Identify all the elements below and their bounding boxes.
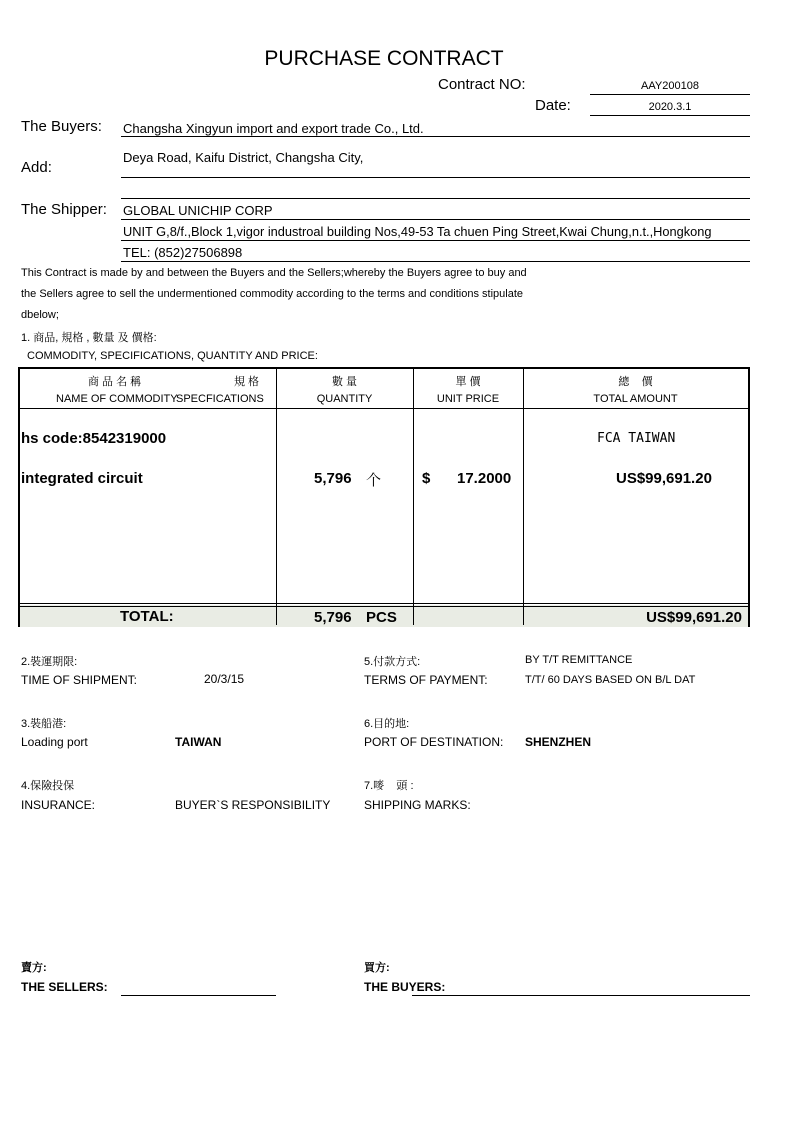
destination-en: PORT OF DESTINATION: xyxy=(364,735,504,749)
marks-en: SHIPPING MARKS: xyxy=(364,798,471,812)
date-label: Date: xyxy=(535,97,571,114)
total-divider-top xyxy=(20,603,748,604)
header-amount-cn: 總 價 xyxy=(618,376,653,388)
destination-value: SHENZHEN xyxy=(525,735,592,749)
header-price-en: UNIT PRICE xyxy=(436,393,500,405)
sellers-en: THE SELLERS: xyxy=(21,980,108,994)
insurance-cn: 4.保險投保 xyxy=(21,780,75,792)
address-underline xyxy=(121,177,750,178)
header-price-cn: 單 價 xyxy=(455,376,481,388)
loading-cn: 3.裝船港: xyxy=(21,718,67,730)
buyers-name: Changsha Xingyun import and export trade Co., Ltd. xyxy=(123,121,424,136)
buyers-cn: 買方: xyxy=(364,962,390,974)
page-title: PURCHASE CONTRACT xyxy=(264,47,504,70)
payment-en: TERMS OF PAYMENT: xyxy=(364,673,488,687)
payment-value-1: BY T/T REMITTANCE xyxy=(525,654,633,666)
destination-cn: 6.目的地: xyxy=(364,718,410,730)
header-name-en: NAME OF COMMODITY xyxy=(56,393,178,405)
buyers-en: THE BUYERS: xyxy=(364,980,446,994)
insurance-en: INSURANCE: xyxy=(21,798,96,812)
total-divider-inner xyxy=(20,606,748,607)
shipper-tel-underline xyxy=(121,261,750,262)
shipper-address: UNIT G,8/f.,Block 1,vigor industroal building Nos,49-53 Ta chuen Ping Street,Kwai Chung,n.t.,Hongkong xyxy=(123,224,712,239)
total-label: TOTAL: xyxy=(120,608,174,625)
total-amount: US$99,691.20 xyxy=(646,609,742,626)
shipment-en: TIME OF SHIPMENT: xyxy=(21,673,138,687)
shipper-label: The Shipper: xyxy=(21,201,107,218)
total-unit: PCS xyxy=(366,609,397,626)
spacer-underline xyxy=(121,198,750,199)
shipper-name: GLOBAL UNICHIP CORP xyxy=(123,203,273,218)
buyers-signature-line xyxy=(412,995,750,996)
loading-en: Loading port xyxy=(21,735,88,749)
shipment-cn: 2.裝運期限: xyxy=(21,656,78,668)
goods-table xyxy=(18,367,750,627)
buyers-label: The Buyers: xyxy=(21,118,102,135)
total-qty: 5,796 xyxy=(314,609,352,626)
item-currency: $ xyxy=(422,470,431,487)
contract-no-label: Contract NO: xyxy=(438,76,526,93)
payment-cn: 5.付款方式: xyxy=(364,656,421,668)
intro-line-2: the Sellers agree to sell the undermentioned commodity according to the terms and conditions stipulate xyxy=(21,288,524,300)
incoterm: FCA TAIWAN xyxy=(597,431,676,446)
item-unit: 个 xyxy=(366,472,382,489)
header-spec-en: SPECFICATIONS xyxy=(176,393,264,405)
date-value: 2020.3.1 xyxy=(648,101,692,113)
payment-value-2: T/T/ 60 DAYS BASED ON B/L DAT xyxy=(525,674,696,686)
hs-code: hs code:8542319000 xyxy=(21,430,167,447)
shipper-name-underline xyxy=(121,219,750,220)
section1-heading-en: COMMODITY, SPECIFICATIONS, QUANTITY AND PRICE: xyxy=(27,350,318,362)
item-qty: 5,796 xyxy=(314,470,352,487)
header-spec-cn: 規 格 xyxy=(234,376,260,388)
shipper-address-underline xyxy=(121,240,750,241)
shipper-tel: TEL: (852)27506898 xyxy=(123,245,243,260)
item-amount: US$99,691.20 xyxy=(616,470,712,487)
insurance-value: BUYER`S RESPONSIBILITY xyxy=(175,798,331,812)
sellers-signature-line xyxy=(121,995,276,996)
item-name: integrated circuit xyxy=(21,470,143,487)
header-qty-cn: 數 量 xyxy=(331,376,358,388)
header-amount-en: TOTAL AMOUNT xyxy=(593,393,678,405)
contract-no-value: AAY200108 xyxy=(641,80,699,92)
header-name-cn: 商 品 名 稱 xyxy=(88,376,142,388)
date-underline xyxy=(590,115,750,116)
marks-cn: 7.嘜 頭 : xyxy=(364,780,414,792)
buyers-address: Deya Road, Kaifu District, Changsha City, xyxy=(123,150,364,165)
intro-line-3: dbelow; xyxy=(21,309,59,321)
section1-heading-cn: 1. 商品, 規格 , 數量 及 價格: xyxy=(21,332,157,344)
item-unit-price: 17.2000 xyxy=(457,470,512,487)
address-label: Add: xyxy=(21,159,52,176)
header-qty-en: QUANTITY xyxy=(316,393,373,405)
sellers-cn: 賣方: xyxy=(21,962,47,974)
header-divider xyxy=(20,408,748,409)
shipment-value: 20/3/15 xyxy=(204,672,245,686)
intro-line-1: This Contract is made by and between the Buyers and the Sellers;whereby the Buyers agree to buy and xyxy=(21,267,527,279)
contract-no-underline xyxy=(590,94,750,95)
buyers-name-underline xyxy=(121,136,750,137)
loading-value: TAIWAN xyxy=(175,735,222,749)
